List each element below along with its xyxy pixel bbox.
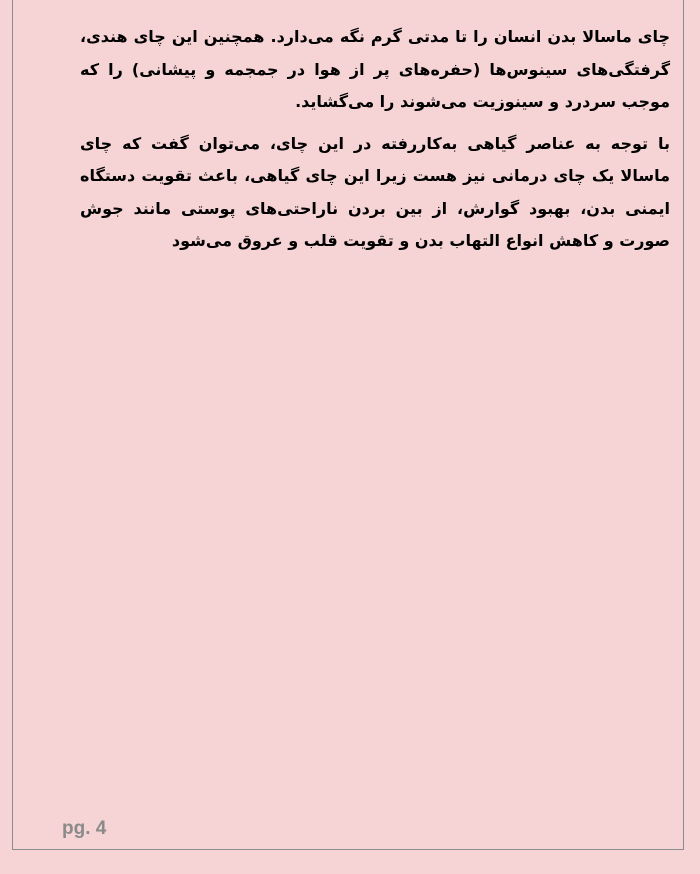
paragraph-1: چای ماسالا بدن انسان را تا مدتی گرم نگه می‌دارد. همچنین این چای هندی، گرفتگی‌های سینوس‌ها (حفره‌های پر از هوا در جمجمه و پیشانی) را که موجب سردرد و سینوزیت می‌شوند را می‌گشاید.	[80, 27, 670, 111]
paragraph-2: با توجه به عناصر گیاهی به‌کاررفته در این چای، می‌توان گفت که چای ماسالا یک چای درمانی نیز هست زیرا این چای گیاهی، باعث تقویت دستگاه ایمنی بدن، بهبود گوارش، از بین بردن ناراحتی‌های پوستی مانند جوش صورت و کاهش انواع التهاب بدن و تقویت قلب و عروق می‌شود	[80, 133, 670, 250]
page-number: pg. 4	[62, 818, 107, 839]
body-text	[80, 21, 670, 258]
